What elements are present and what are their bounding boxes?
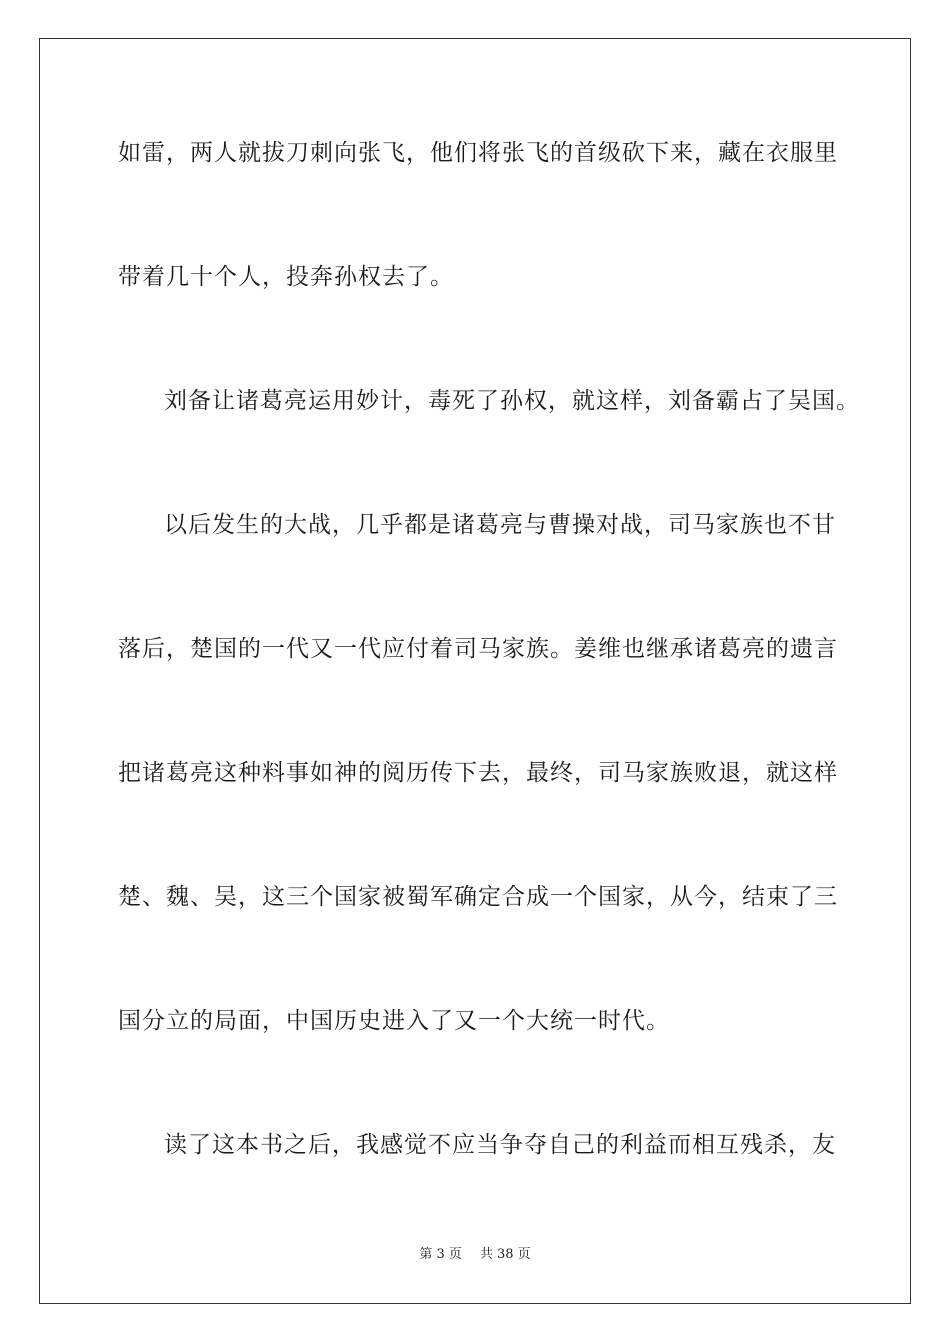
paragraph-start-line: 刘备让诸葛亮运用妙计，毒死了孙权，就这样，刘备霸占了吴国。 <box>164 388 860 414</box>
text-line: 如雷，两人就拔刀刺向张飞，他们将张飞的首级砍下来，藏在衣服里 <box>118 140 838 166</box>
text-line: 楚、魏、吴，这三个国家被蜀军确定合成一个国家，从今，结束了三 <box>118 884 838 910</box>
text-line: 把诸葛亮这种料事如神的阅历传下去，最终，司马家族败退，就这样 <box>118 760 838 786</box>
text-line: 带着几十个人，投奔孙权去了。 <box>118 264 454 290</box>
page-border <box>39 38 911 1304</box>
text-line: 国分立的局面，中国历史进入了又一个大统一时代。 <box>118 1008 670 1034</box>
total-pages: 共 38 页 <box>479 1247 531 1262</box>
paragraph-start-line: 以后发生的大战，几乎都是诸葛亮与曹操对战，司马家族也不甘 <box>164 512 836 538</box>
page-number: 第 3 页 <box>419 1247 462 1262</box>
paragraph-start-line: 读了这本书之后，我感觉不应当争夺自己的利益而相互残杀，友 <box>164 1132 836 1158</box>
page-footer <box>0 1246 950 1264</box>
text-line: 落后，楚国的一代又一代应付着司马家族。姜维也继承诸葛亮的遗言 <box>118 636 838 662</box>
